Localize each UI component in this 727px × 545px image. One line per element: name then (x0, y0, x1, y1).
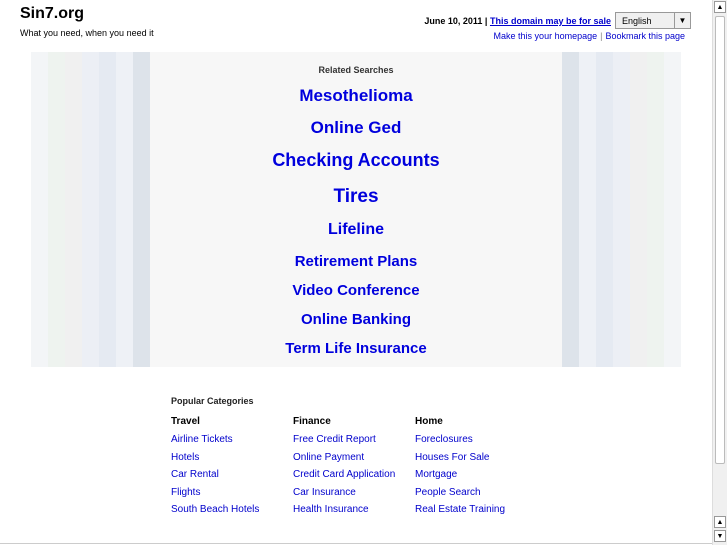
related-link[interactable]: Checking Accounts (272, 150, 440, 170)
related-link[interactable]: Lifeline (327, 221, 384, 238)
popular-categories-title: Popular Categories (171, 396, 254, 406)
category-link[interactable]: Airline Tickets (171, 434, 233, 445)
category-link[interactable]: Real Estate Training (415, 504, 506, 515)
category-link[interactable]: Hotels (171, 451, 200, 463)
make-homepage-link[interactable]: Make this your homepage (493, 31, 598, 41)
site-tagline: What you need, when you need it (20, 28, 154, 38)
separator: | (482, 15, 490, 26)
related-link[interactable]: Online Ged (310, 118, 402, 137)
category-link[interactable]: Mortgage (415, 469, 458, 480)
category-link[interactable]: Houses For Sale (415, 451, 490, 463)
chevron-down-icon[interactable]: ▼ (674, 13, 690, 28)
date-text: June 10, 2011 (424, 15, 483, 26)
scroll-up-icon[interactable]: ▲ (714, 516, 726, 528)
category-link[interactable]: Car Insurance (293, 486, 356, 498)
category-link[interactable]: Online Payment (293, 451, 365, 463)
category-link[interactable]: Health Insurance (293, 504, 369, 515)
related-link[interactable]: Term Life Insurance (285, 340, 427, 357)
related-link[interactable]: Video Conference (292, 282, 420, 299)
category-link[interactable]: Credit Card Application (293, 469, 396, 480)
category-column-home (415, 416, 537, 519)
bookmark-link[interactable]: Bookmark this page (605, 31, 685, 41)
category-heading: Travel (171, 416, 200, 427)
category-link[interactable]: Free Credit Report (293, 434, 376, 445)
category-link[interactable]: Flights (171, 486, 201, 498)
related-link[interactable]: Tires (333, 186, 379, 207)
top-links (494, 31, 685, 41)
top-right-bar (424, 12, 691, 29)
category-heading: Home (415, 416, 443, 427)
scroll-down-icon[interactable]: ▼ (714, 530, 726, 542)
decorative-stripes-left (31, 52, 150, 367)
related-link[interactable]: Online Banking (300, 311, 411, 328)
category-link[interactable]: South Beach Hotels (171, 504, 260, 515)
language-select[interactable] (615, 12, 691, 29)
related-searches-panel (150, 52, 562, 367)
scroll-thumb[interactable] (715, 16, 725, 464)
site-title: Sin7.org (20, 5, 85, 22)
category-column-finance (293, 416, 415, 519)
category-link[interactable]: Foreclosures (415, 434, 473, 445)
category-link[interactable]: People Search (415, 486, 481, 498)
decorative-stripes-right (562, 52, 681, 367)
scroll-up-icon[interactable]: ▲ (714, 1, 726, 13)
vertical-scrollbar[interactable] (712, 0, 727, 545)
bottom-divider (0, 543, 712, 544)
related-link[interactable]: Retirement Plans (294, 253, 418, 270)
related-link[interactable]: Mesothelioma (299, 86, 413, 105)
popular-categories (171, 396, 506, 515)
language-value: English (622, 15, 652, 26)
related-searches-title: Related Searches (318, 65, 394, 75)
link-divider: | (600, 31, 603, 41)
category-column-travel (171, 416, 293, 519)
category-link[interactable]: Car Rental (171, 469, 219, 480)
domain-sale-link[interactable]: This domain may be for sale (489, 15, 611, 26)
category-heading: Finance (293, 416, 331, 427)
